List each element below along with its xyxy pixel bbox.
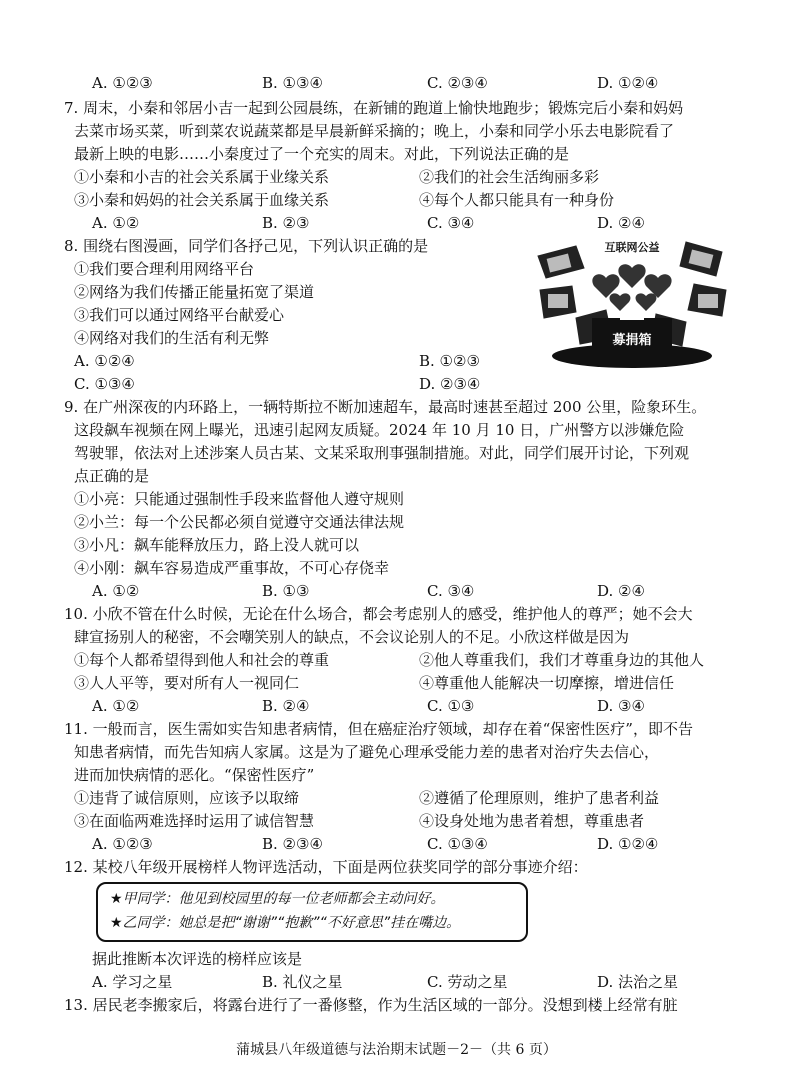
option-d: D. ②④ bbox=[597, 214, 645, 232]
statement: ③我们可以通过网络平台献爱心 bbox=[74, 306, 285, 324]
option-b: B. ②③ bbox=[262, 214, 310, 232]
q7-stem-line: 7. 周末，小秦和邻居小吉一起到公园晨练，在新铺的跑道上愉快地跑步；锻炼完后小秦和妈妈 bbox=[64, 99, 684, 117]
statement: ①每个人都希望得到他人和社会的尊重 bbox=[74, 651, 330, 669]
statement: ①小亮：只能通过强制性手段来监督他人遵守规则 bbox=[74, 490, 405, 508]
q6-options bbox=[92, 72, 732, 94]
option-d: D. ②③④ bbox=[419, 375, 481, 393]
q11-statements-row bbox=[74, 787, 754, 809]
statement: ②他人尊重我们，我们才尊重身边的其他人 bbox=[419, 651, 705, 669]
statement: ④设身处地为患者着想，尊重患者 bbox=[419, 812, 645, 830]
q7-statements-row bbox=[74, 166, 754, 188]
q9-stem-line: 点正确的是 bbox=[74, 467, 150, 485]
cartoon-illustration bbox=[536, 238, 728, 370]
option-c: C. ②③④ bbox=[427, 74, 488, 92]
option-b: B. ②④ bbox=[262, 697, 310, 715]
statement: ④每个人都只能具有一种身份 bbox=[419, 191, 615, 209]
q9-stem-line: 这段飙车视频在网上曝光，迅速引起网友质疑。2024 年 10 月 10 日，广州警方以涉嫌危险 bbox=[74, 421, 685, 439]
q12-options bbox=[92, 971, 732, 993]
option-d: D. ①②④ bbox=[597, 74, 659, 92]
statement: ②小兰：每一个公民都必须自觉遵守交通法律法规 bbox=[74, 513, 405, 531]
option-d: D. ③④ bbox=[597, 697, 645, 715]
statement: ①小秦和小吉的社会关系属于业缘关系 bbox=[74, 168, 330, 186]
q10-stem-line: 10. 小欣不管在什么时候，无论在什么场合，都会考虑别人的感受，维护他人的尊严；她不会大 bbox=[64, 605, 693, 623]
cartoon-top-label: 互联网公益 bbox=[604, 241, 660, 254]
statement: ③人人平等，要对所有人一视同仁 bbox=[74, 674, 300, 692]
q7-stem-line: 最新上映的电影……小秦度过了一个充实的周末。对此，下列说法正确的是 bbox=[74, 145, 570, 163]
quote-line: ★乙同学：她总是把“谢谢”“抱歉”“不好意思”挂在嘴边。 bbox=[110, 915, 461, 931]
option-d: D. 法治之星 bbox=[597, 973, 679, 991]
option-b: B. 礼仪之星 bbox=[262, 973, 343, 991]
q7-stem-line: 去菜市场买菜，听到菜农说蔬菜都是早晨新鲜采摘的；晚上，小秦和同学小乐去电影院看了 bbox=[74, 122, 675, 140]
statement: ④尊重他人能解决一切摩擦，增进信任 bbox=[419, 674, 675, 692]
q8-stem-line: 8. 围绕右图漫画，同学们各抒己见，下列认识正确的是 bbox=[64, 237, 429, 255]
statement: ②我们的社会生活绚丽多彩 bbox=[419, 168, 600, 186]
statement: ②遵循了伦理原则，维护了患者利益 bbox=[419, 789, 660, 807]
option-b: B. ①③ bbox=[262, 582, 310, 600]
q10-statements-row bbox=[74, 649, 754, 671]
q9-options bbox=[92, 580, 732, 602]
statement: ②网络为我们传播正能量拓宽了渠道 bbox=[74, 283, 315, 301]
statement: ③小凡：飙车能释放压力，路上没人就可以 bbox=[74, 536, 360, 554]
option-b: B. ①②③ bbox=[419, 352, 480, 370]
option-d: D. ①②④ bbox=[597, 835, 659, 853]
option-a: A. ①② bbox=[92, 582, 140, 600]
q12-stem-line: 12. 某校八年级开展榜样人物评选活动，下面是两位获奖同学的部分事迹介绍： bbox=[64, 858, 588, 876]
statement: ④小刚：飙车容易造成严重事故，不可心存侥幸 bbox=[74, 559, 390, 577]
cartoon-box-label: 募捐箱 bbox=[612, 333, 652, 348]
q9-stem-line: 9. 在广州深夜的内环路上，一辆特斯拉不断加速超车，最高时速甚至超过 200 公里，险象环生。 bbox=[64, 398, 707, 416]
q11-options bbox=[92, 833, 732, 855]
donation-cartoon-image bbox=[536, 238, 728, 370]
q12-question: 据此推断本次评选的榜样应该是 bbox=[92, 950, 303, 968]
option-c: C. ③④ bbox=[427, 582, 475, 600]
q10-options bbox=[92, 695, 732, 717]
statement: ③小秦和妈妈的社会关系属于血缘关系 bbox=[74, 191, 330, 209]
option-b: B. ①③④ bbox=[262, 74, 323, 92]
q9-stem-line: 驾驶罪，依法对上述涉案人员古某、文某采取刑事强制措施。对此，同学们展开讨论，下列观 bbox=[74, 444, 690, 462]
page-footer: 蒲城县八年级道德与法治期末试题－2－（共 6 页） bbox=[236, 1042, 557, 1058]
q12-quote-box bbox=[96, 882, 528, 942]
q8-options-row bbox=[74, 350, 534, 372]
q10-stem-line: 肆宣扬别人的秘密，不会嘲笑别人的缺点，不会议论别人的不足。小欣这样做是因为 bbox=[74, 628, 630, 646]
q11-stem-line: 知患者病情，而先告知病人家属。这是为了避免心理承受能力差的患者对治疗失去信心， bbox=[74, 743, 660, 761]
q11-statements-row bbox=[74, 810, 754, 832]
q8-options-row bbox=[74, 373, 534, 395]
statement: ④网络对我们的生活有利无弊 bbox=[74, 329, 270, 347]
option-a: A. ①②③ bbox=[92, 74, 153, 92]
option-a: A. ①② bbox=[92, 214, 140, 232]
option-a: A. 学习之星 bbox=[92, 973, 173, 991]
q7-statements-row bbox=[74, 189, 754, 211]
option-c: C. ①③④ bbox=[74, 375, 135, 393]
quote-line: ★甲同学：他见到校园里的每一位老师都会主动问好。 bbox=[110, 891, 445, 907]
q7-options bbox=[92, 212, 732, 234]
option-d: D. ②④ bbox=[597, 582, 645, 600]
q11-stem-line: 11. 一般而言，医生需如实告知患者病情，但在癌症治疗领域，却存在着“保密性医疗”，即不告 bbox=[64, 720, 693, 738]
q10-statements-row bbox=[74, 672, 754, 694]
option-a: A. ①②③ bbox=[92, 835, 153, 853]
option-c: C. ①③ bbox=[427, 697, 475, 715]
option-a: A. ①②④ bbox=[74, 352, 135, 370]
statement: ③在面临两难选择时运用了诚信智慧 bbox=[74, 812, 315, 830]
statement: ①违背了诚信原则，应该予以取缔 bbox=[74, 789, 300, 807]
option-c: C. 劳动之星 bbox=[427, 973, 508, 991]
q11-stem-line: 进而加快病情的恶化。“保密性医疗” bbox=[74, 766, 315, 784]
statement: ①我们要合理利用网络平台 bbox=[74, 260, 255, 278]
q13-stem-line: 13. 居民老李搬家后，将露台进行了一番修整，作为生活区域的一部分。没想到楼上经常有脏 bbox=[64, 996, 678, 1014]
option-b: B. ②③④ bbox=[262, 835, 323, 853]
option-c: C. ①③④ bbox=[427, 835, 488, 853]
option-c: C. ③④ bbox=[427, 214, 475, 232]
option-a: A. ①② bbox=[92, 697, 140, 715]
